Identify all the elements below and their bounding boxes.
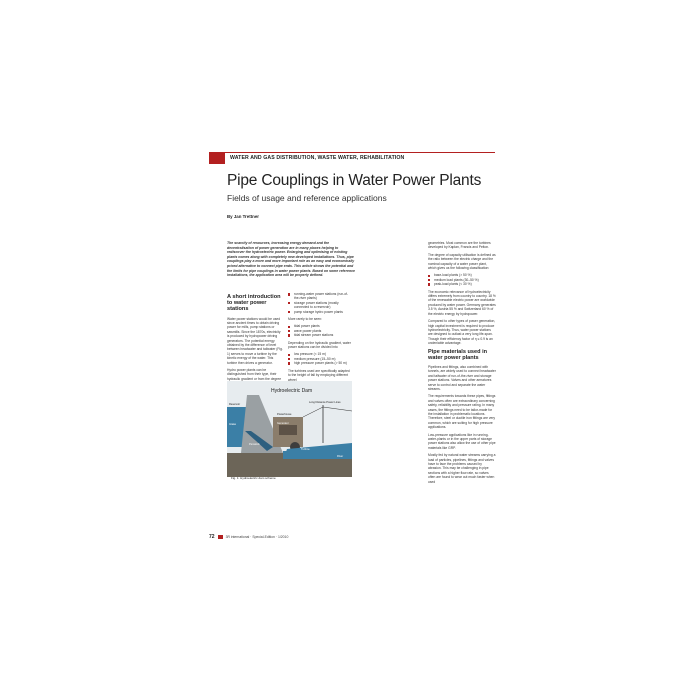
dam-diagram — [227, 381, 352, 477]
label-powerhouse: Powerhouse — [277, 413, 292, 416]
paragraph: Depending on the hydraulic gradient, water power stations can be divided into — [288, 340, 351, 350]
paragraph: The requirements towards these pipes, fittings and valves often are extraordinary concerning safety, reliability and pressure rating. In many cases, the fittings need to be tailor-made for the installation in problematic locations. Therefore, steel or ductile iron fittings are very common, which are suiting for high pressure applications. — [428, 394, 496, 430]
footer-source: 3R international · Special-Edition · 1/2010 — [225, 535, 289, 539]
figure-title: Hydroelectric Dam — [271, 388, 313, 394]
list-item: running-water power stations (run-of-the-river plants) — [288, 292, 352, 301]
column-3 — [428, 241, 496, 487]
paragraph: Low-pressure applications like in running-water-plants or in the upper parts of storage power stations also allow the use of other pipe materials like GRP. — [428, 432, 496, 450]
list-item: tidal power plants — [288, 324, 352, 328]
list-item: tidal stream power stations — [288, 333, 352, 337]
article-subtitle: Fields of usage and reference applications — [227, 193, 387, 203]
hydroelectric-dam-figure — [227, 381, 352, 477]
figure-caption: Fig. 1: Hydroelectric dam scheme — [231, 476, 276, 480]
generator — [279, 425, 297, 435]
label-generator: Generator — [277, 422, 289, 425]
paragraph: Compared to other types of power generation, high capital investment is required to produce hydroelectricity. Thus, water power stations are designed to outlast a very long life-span. Though their efficiency factor of η ≤ 0.9 is an undeniable advantage. — [428, 319, 496, 346]
paragraph: Hydro power plants can be distinguished from their type, their hydraulic gradient or from the degree — [227, 368, 282, 381]
paragraph: Mostly fed by natural water streams carrying a load of particles, pipelines, fittings and valves have to face the problems caused by abrasion. This may be challenging in pipe sections with a higher flow rate, so valves often are found to wear out much faster when used — [428, 453, 496, 484]
paragraph: Water power stations would be used since ancient times to obtain driving power for mills, pump stations or sawmills. Since the 1870s, electricity is produced by hydropower driving generators. The potential energy obtained by the difference of level between headwater and tailwater (Fig. 1) serves to move a turbine by the kinetic energy of the water. This turbine then drives a generator. — [227, 316, 283, 365]
label-power-lines: Long Distance Power Lines — [309, 401, 341, 404]
heading-intro: A short introduction to water power stations — [227, 294, 281, 313]
footer-marker — [218, 535, 223, 539]
label-turbine: Turbine — [301, 448, 310, 451]
list — [288, 292, 352, 314]
page-number: 72 — [209, 534, 215, 540]
paragraph: More rarely to be seen: — [288, 317, 322, 322]
list-item: medium load plants (30–50 %) — [428, 278, 496, 282]
label-intake: Intake — [229, 423, 237, 426]
list — [288, 352, 352, 365]
list-item: wave power plants — [288, 329, 352, 333]
list-item: storage power stations (mostly connected to a reservoir) — [288, 301, 352, 310]
section-marker — [209, 153, 225, 164]
list-item: low pressure (< 15 m) — [288, 352, 352, 356]
page-footer — [209, 534, 288, 540]
section-label: WATER AND GAS DISTRIBUTION, WASTE WATER, REHABILITATION — [230, 155, 405, 161]
list — [428, 273, 496, 286]
paragraph: The economic relevance of hydroelectricity differs extremely from country to country. 18 % of the renewable electric power are worldwide produced by water power. Germany generates 3.5 %, Austria 55 % and Switzerland 60 % of the electric energy by hydropower. — [428, 289, 496, 316]
magazine-page — [209, 148, 497, 548]
list-item: high pressure power plants (> 50 m) — [288, 361, 352, 365]
list-item: peak-load plants (< 30 %) — [428, 282, 496, 286]
label-reservoir: Reservoir — [229, 403, 241, 406]
label-river: River — [337, 455, 344, 458]
abstract: The scarcity of resources, increasing energy demand and the decentralisation of power generation are in many places helping to rediscover the hydroelectric power. Enlarging and optimising of existing plants comes along with completely new developed installations. Thus, pipe couplings play a more and more important role as an easy and economically priced alternative to connect pipe ends. This article shows the potential and the limits for pipe couplings in water power plants. Based on some reference installations, the application area will be properly defined. — [227, 241, 355, 278]
column-2 — [288, 292, 352, 385]
heading-pipe-materials: Pipe materials used in water power plants — [428, 348, 488, 361]
list-item: base-load plants (> 50 %) — [428, 273, 496, 277]
article-title: Pipe Couplings in Water Power Plants — [227, 172, 482, 189]
label-penstock: Penstock — [249, 443, 260, 446]
paragraph: The turbines used are specifically adapted to the height of fall by employing different wheel — [288, 368, 350, 382]
section-bar — [209, 152, 495, 163]
list — [288, 324, 352, 337]
paragraph: Pipelines and fittings, also combined with tunnels, are widely used to connect headwater and tailwater of run-of-the-river and storage power stations. Valves and other armatures serve to control and separate the water streams. — [428, 364, 496, 391]
byline: By Jan Trettner — [227, 214, 259, 219]
paragraph: The degree of capacity utilisation is defined as the ratio between the electric charge and the nominal capacity of a water power plant, which gives us the following classification: — [428, 252, 496, 271]
list-item: pump storage hydro power plants — [288, 310, 352, 314]
list-item: medium pressure (15–50 m) — [288, 357, 352, 361]
paragraph: geometries. Most common are the turbines developed by Kaplan, Francis and Pelton. — [428, 241, 491, 250]
